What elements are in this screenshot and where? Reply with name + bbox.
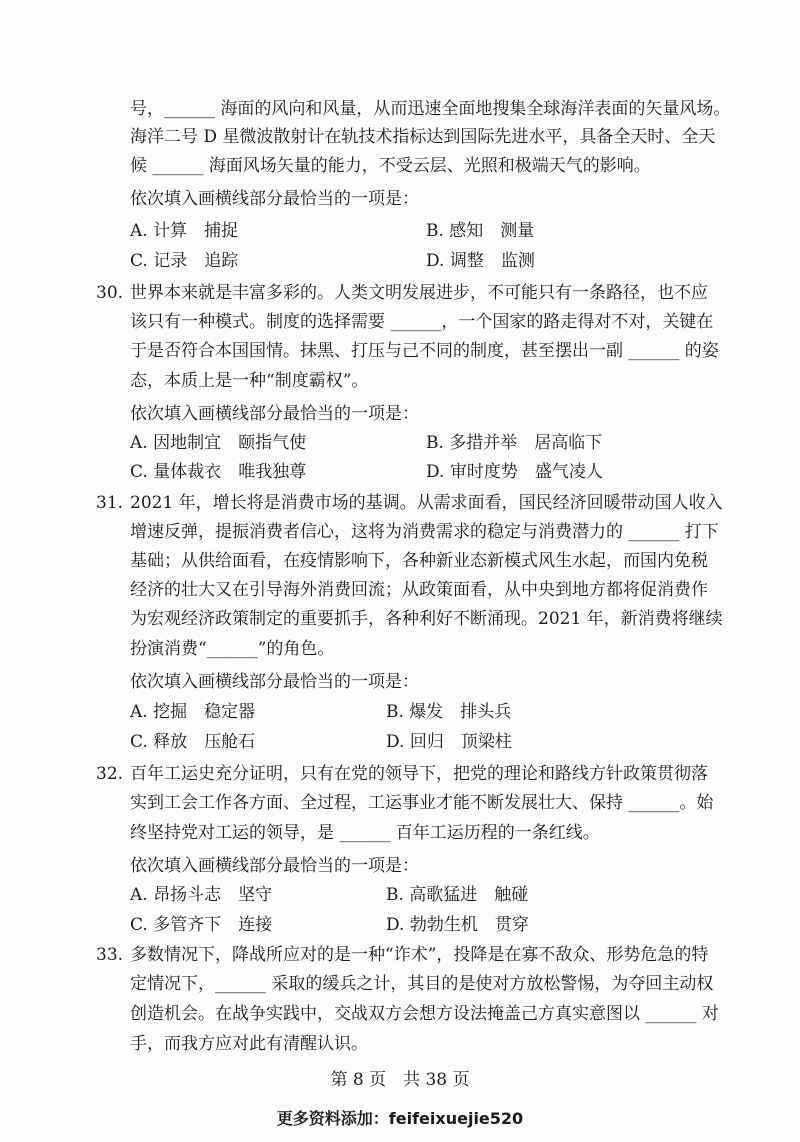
q32-option-d: D. 勃勃生机 贯穿	[386, 915, 529, 935]
q31-line-2: 增速反弹，提振消费者信心，这将为消费需求的稳定与消费潜力的 ______ 打下	[130, 522, 719, 542]
q33-line-1: 多数情况下，降战所应对的是一种“诈术”，投降是在寡不敌众、形势危急的特	[130, 945, 709, 965]
q29-prompt: 依次填入画横线部分最恰当的一项是：	[130, 189, 419, 209]
q32-option-a: A. 昂扬斗志 坚守	[130, 885, 273, 905]
q30-line-2: 该只有一种模式。制度的选择需要 ______，一个国家的路走得对不对，关键在	[130, 312, 714, 332]
q31-line-5: 为宏观经济政策制定的重要抓手，各种利好不断涌现。2021 年，新消费将继续	[130, 609, 723, 629]
q33-line-4: 手，而我方应对此有清醒认识。	[130, 1034, 368, 1054]
q31-option-a: A. 挖掘 稳定器	[130, 702, 256, 722]
q30-option-a: A. 因地制宜 颐指气使	[130, 433, 307, 453]
q33-number: 33.	[96, 945, 124, 965]
q30-option-d: D. 审时度势 盛气凌人	[426, 462, 603, 482]
q30-line-3: 于是否符合本国国情。抹黑、打压与己不同的制度，甚至摆出一副 ______ 的姿	[130, 341, 719, 361]
q29-line-1: 号，______ 海面的风向和风量，从而迅速全面地搜集全球海洋表面的矢量风场。	[130, 99, 731, 119]
q31-option-d: D. 回归 顶梁柱	[386, 732, 512, 752]
q31-line-4: 经济的壮大又在引导海外消费回流；从政策面看，从中央到地方都将促消费作	[130, 580, 708, 600]
q32-line-3: 终坚持党对工运的领导，是 ______ 百年工运历程的一条红线。	[130, 823, 600, 843]
q31-line-3: 基础；从供给面看，在疫情影响下，各种新业态新模式风生水起，而国内免税	[130, 551, 708, 571]
q30-prompt: 依次填入画横线部分最恰当的一项是：	[130, 404, 419, 424]
q31-option-c: C. 释放 压舱石	[130, 732, 256, 752]
q30-line-1: 世界本来就是丰富多彩的。人类文明发展进步，不可能只有一条路径，也不应	[130, 283, 708, 303]
q31-option-b: B. 爆发 排头兵	[386, 702, 512, 722]
q33-line-2: 定情况下，______ 采取的缓兵之计，其目的是使对方放松警惕，为夺回主动权	[130, 974, 714, 994]
q30-option-c: C. 量体裁衣 唯我独尊	[130, 462, 307, 482]
q32-option-c: C. 多管齐下 连接	[130, 915, 273, 935]
q29-option-d: D. 调整 监测	[426, 251, 535, 271]
q31-line-6: 扮演消费“______”的角色。	[130, 639, 335, 659]
q32-line-1: 百年工运史充分证明，只有在党的领导下，把党的理论和路线方针政策贯彻落	[130, 764, 708, 784]
q31-prompt: 依次填入画横线部分最恰当的一项是：	[130, 672, 419, 692]
footer-note: 更多资料添加：feifeixuejie520	[276, 1109, 524, 1128]
q29-line-2: 海洋二号 D 星微波散射计在轨技术指标达到国际先进水平，具备全天时、全天	[130, 127, 716, 147]
page-number: 第 8 页 共 38 页	[330, 1070, 470, 1090]
q32-option-b: B. 高歌猛进 触碰	[386, 885, 529, 905]
q30-number: 30.	[96, 283, 124, 303]
q29-option-c: C. 记录 追踪	[130, 251, 239, 271]
q32-number: 32.	[96, 764, 124, 784]
q32-line-2: 实到工会工作各方面、全过程，工运事业才能不断发展壮大、保持 ______。始	[130, 793, 714, 813]
q29-option-b: B. 感知 测量	[426, 221, 535, 241]
q31-line-1: 2021 年，增长将是消费市场的基调。从需求面看，国民经济回暖带动国人收入	[130, 493, 723, 513]
q32-prompt: 依次填入画横线部分最恰当的一项是：	[130, 856, 419, 876]
q30-option-b: B. 多措并举 居高临下	[426, 433, 603, 453]
q31-number: 31.	[96, 493, 124, 513]
q30-line-4: 态，本质上是一种“制度霸权”。	[130, 371, 369, 391]
q29-line-3: 候 ______ 海面风场矢量的能力，不受云层、光照和极端天气的影响。	[130, 156, 651, 176]
q33-line-3: 创造机会。在战争实践中，交战双方会想方设法掩盖己方真实意图以 ______ 对	[130, 1004, 719, 1024]
q29-option-a: A. 计算 捕捉	[130, 221, 239, 241]
